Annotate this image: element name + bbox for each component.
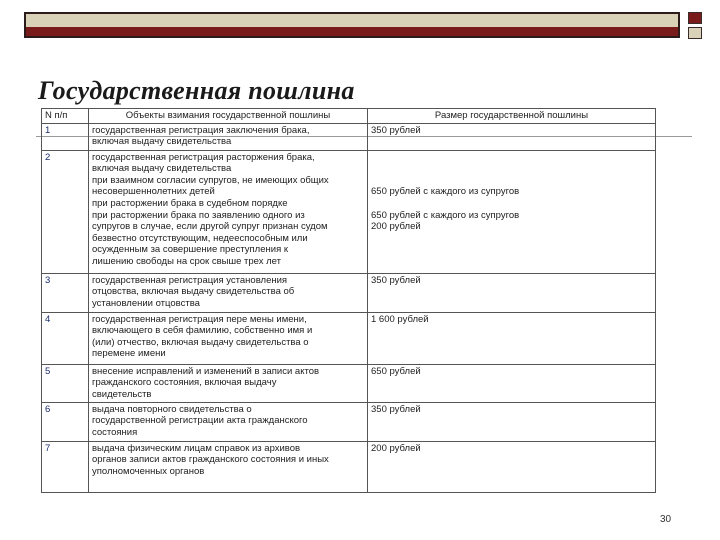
object-line: при расторжении брака по заявлению одного из	[92, 209, 305, 221]
header-bar	[24, 12, 680, 38]
size-line: 1 600 рублей	[371, 313, 429, 325]
header-number: N п/п	[42, 109, 89, 124]
object-line: внесение исправлений и изменений в записи актов	[92, 365, 320, 377]
row-number: 7	[42, 441, 89, 492]
size-line: 350 рублей	[371, 124, 421, 136]
header-bar-accent	[26, 27, 678, 36]
row-number: 2	[42, 150, 89, 273]
row-number: 5	[42, 364, 89, 402]
object-line: выдача физическим лицам справок из архивов	[92, 442, 301, 454]
fee-table-container	[41, 108, 655, 493]
row-number: 1	[42, 123, 89, 150]
row-size	[368, 150, 656, 273]
size-line: 200 рублей	[371, 442, 421, 454]
row-object	[89, 364, 368, 402]
size-line: 350 рублей	[371, 403, 421, 415]
row-object	[89, 312, 368, 364]
header-object: Объекты взимания государственной пошлины	[89, 109, 368, 124]
row-size	[368, 441, 656, 492]
object-line: государственная регистрация пере мены имени,	[92, 313, 307, 325]
size-line: 350 рублей	[371, 274, 421, 286]
size-line	[371, 163, 652, 175]
object-line: государственной регистрации акта гражданского	[92, 415, 308, 427]
object-line: государственная регистрация расторжения брака,	[92, 151, 315, 163]
slide-title: Государственная пошлина	[38, 76, 355, 105]
object-line: государственная регистрация установления	[92, 274, 288, 286]
object-line: при расторжении брака в судебном порядке	[92, 197, 288, 209]
table-row	[42, 273, 656, 312]
row-number: 4	[42, 312, 89, 364]
object-line: государственная регистрация заключения брака,	[92, 124, 310, 136]
object-line: включая выдачу свидетельства	[92, 163, 232, 175]
row-size	[368, 273, 656, 312]
corner-square-beige	[688, 27, 702, 39]
object-line: свидетельств	[92, 388, 152, 400]
row-number: 3	[42, 273, 89, 312]
object-line: гражданского состояния, включая выдачу	[92, 377, 277, 389]
corner-square-red	[688, 12, 702, 24]
object-line: при взаимном согласии супругов, не имеющих общих	[92, 174, 329, 186]
table-row	[42, 312, 656, 364]
header-size: Размер государственной пошлины	[368, 109, 656, 124]
object-line: лишению свободы на срок свыше трех лет	[92, 255, 281, 267]
object-line: безвестно отсутствующим, недееспособным или	[92, 232, 308, 244]
row-size	[368, 312, 656, 364]
size-line: 200 рублей	[371, 221, 421, 233]
row-size	[368, 123, 656, 150]
row-object	[89, 441, 368, 492]
object-line: осужденным за совершение преступления к	[92, 244, 289, 256]
size-line	[371, 175, 652, 187]
row-number: 6	[42, 402, 89, 441]
object-line: супругов в случае, если другой супруг признан судом	[92, 221, 328, 233]
object-line: включающего в себя фамилию, собственно имя и	[92, 325, 313, 337]
object-line: установлении отцовства	[92, 297, 200, 309]
page-number: 30	[660, 514, 672, 525]
object-line: уполномоченных органов	[92, 465, 205, 477]
object-line: выдача повторного свидетельства о	[92, 403, 252, 415]
row-size	[368, 402, 656, 441]
object-line: (или) отчество, включая выдачу свидетельства о	[92, 336, 309, 348]
object-line: органов записи актов гражданского состояния и иных	[92, 454, 329, 466]
size-line: 650 рублей с каждого из супругов	[371, 186, 520, 198]
row-size	[368, 364, 656, 402]
fee-table	[41, 108, 656, 493]
size-line	[371, 198, 652, 210]
table-row	[42, 364, 656, 402]
table-row	[42, 441, 656, 492]
object-line: включая выдачу свидетельства	[92, 136, 232, 148]
table-row	[42, 150, 656, 273]
object-line: перемене имени	[92, 348, 166, 360]
object-line: несовершеннолетних детей	[92, 186, 215, 198]
row-object	[89, 150, 368, 273]
table-row	[42, 123, 656, 150]
size-line	[371, 152, 652, 164]
row-object	[89, 402, 368, 441]
size-line: 650 рублей	[371, 365, 421, 377]
size-line: 650 рублей с каждого из супругов	[371, 209, 520, 221]
table-row	[42, 402, 656, 441]
row-object	[89, 273, 368, 312]
row-object	[89, 123, 368, 150]
object-line: состояния	[92, 426, 138, 438]
table-header-row	[42, 109, 656, 124]
object-line: отцовства, включая выдачу свидетельства об	[92, 286, 295, 298]
